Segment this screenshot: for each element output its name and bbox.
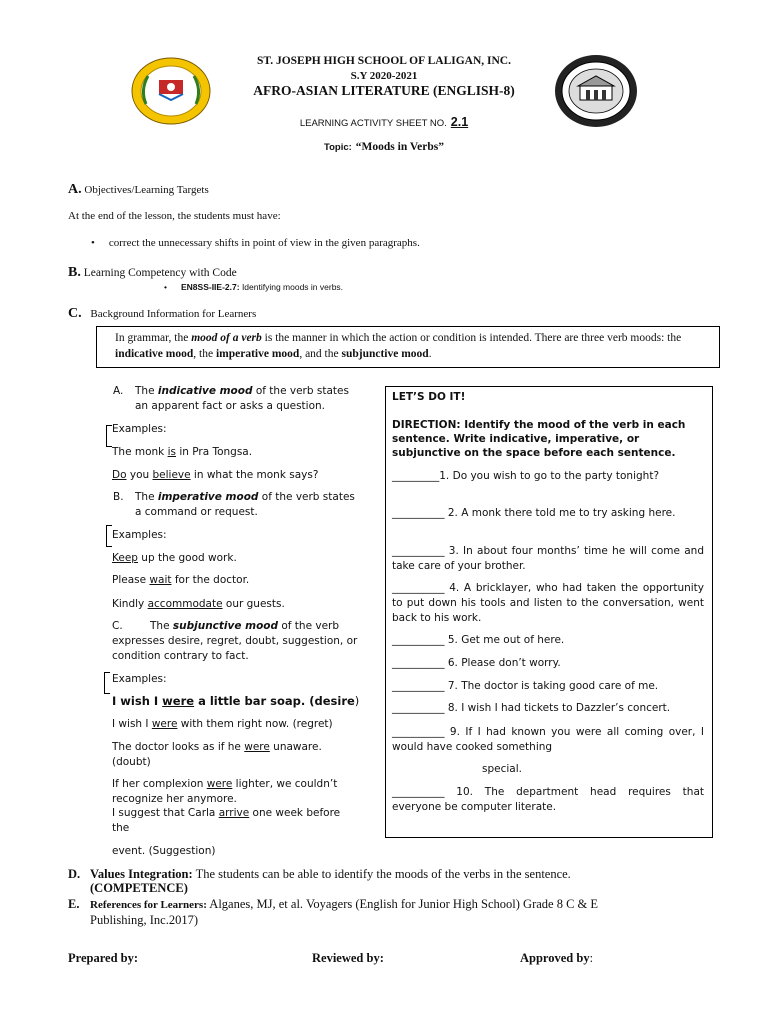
section-d bbox=[68, 867, 571, 882]
example-verb: were bbox=[162, 694, 195, 708]
mood-letter: C. bbox=[112, 620, 123, 632]
example-text: up the good work. bbox=[137, 552, 237, 564]
imperative-example-3 bbox=[112, 598, 285, 610]
sheet-label: LEARNING ACTIVITY SHEET NO. bbox=[299, 118, 447, 129]
indicative-example-2 bbox=[112, 469, 318, 481]
example-text: one week before bbox=[249, 807, 341, 819]
section-e-label: References for Learners: bbox=[90, 899, 207, 911]
sheet-number: 2.1 bbox=[450, 115, 469, 129]
section-d-label: Values Integration: bbox=[90, 867, 193, 881]
subjunctive-example-4-line2: recognize her anymore. bbox=[112, 793, 237, 805]
example-text: Kindly bbox=[112, 598, 148, 610]
example-text: lighter, we couldn’t bbox=[232, 778, 338, 790]
indicative-heading bbox=[113, 385, 349, 397]
example-verb: wait bbox=[149, 574, 172, 586]
indicative-line2: an apparent fact or asks a question. bbox=[135, 400, 325, 412]
box-term-imperative: imperative mood bbox=[215, 348, 300, 360]
section-b-heading bbox=[68, 265, 237, 281]
subjunctive-heading bbox=[112, 620, 339, 632]
example-verb: arrive bbox=[218, 807, 250, 819]
box-text: is the manner in which the action or condition is intended. There are three verb moods: the bbox=[261, 332, 682, 344]
section-b-title: Learning Competency with Code bbox=[83, 267, 237, 279]
imperative-term: imperative mood bbox=[157, 491, 259, 503]
bullet-dot-icon: • bbox=[91, 237, 95, 249]
indicative-examples-label: Examples: bbox=[112, 423, 167, 435]
box-text: . bbox=[428, 348, 432, 360]
subjunctive-line3: condition contrary to fact. bbox=[112, 650, 249, 662]
topic-value: “Moods in Verbs” bbox=[355, 141, 444, 153]
section-b-code-line bbox=[164, 282, 343, 292]
subjunctive-example-5 bbox=[112, 807, 340, 819]
example-text: with them right now. (regret) bbox=[177, 718, 333, 730]
example-verb: believe bbox=[152, 469, 191, 481]
examples-bracket bbox=[104, 672, 110, 694]
school-year: S.Y 2020-2021 bbox=[350, 70, 418, 82]
indicative-example-1 bbox=[112, 446, 252, 458]
subjunctive-examples-label: Examples: bbox=[112, 673, 167, 685]
example-text: a little bar soap. (desire bbox=[194, 694, 355, 708]
example-text: If her complexion bbox=[112, 778, 207, 790]
reviewed-by-label: Reviewed by: bbox=[312, 951, 384, 965]
activity-item-7: __________ 7. The doctor is taking good care of me. bbox=[392, 680, 659, 692]
mood-letter: B. bbox=[113, 491, 124, 503]
section-a-bullet bbox=[91, 237, 420, 249]
imperative-example-1 bbox=[112, 552, 237, 564]
mood-text: The bbox=[135, 385, 158, 397]
activity-direction: DIRECTION: Identify the mood of the verb in each sentence. Write indicative, imperative, or subjunctive on the space before each sentence. bbox=[392, 419, 686, 459]
example-text: ) bbox=[354, 694, 360, 708]
activity-item-6: __________ 6. Please don’t worry. bbox=[392, 657, 561, 669]
subjunctive-example-4 bbox=[112, 778, 337, 790]
section-a-letter: A. bbox=[68, 182, 82, 197]
activity-title: LET’S DO IT! bbox=[392, 391, 466, 403]
activity-item-10: __________ 10. The department head requires that everyone be computer literate. bbox=[392, 786, 704, 813]
subjunctive-line2: expresses desire, regret, doubt, suggestion, or bbox=[112, 635, 358, 647]
section-e-line2: Publishing, Inc.2017) bbox=[90, 913, 198, 927]
example-text: our guests. bbox=[222, 598, 285, 610]
imperative-examples-label: Examples: bbox=[112, 529, 167, 541]
subjunctive-term: subjunctive mood bbox=[172, 620, 279, 632]
section-d-line2: (COMPETENCE) bbox=[90, 881, 188, 895]
section-e-letter: E. bbox=[68, 897, 80, 911]
imperative-line2: a command or request. bbox=[135, 506, 258, 518]
section-a-intro: At the end of the lesson, the students must have: bbox=[68, 210, 281, 222]
school-name: ST. JOSEPH HIGH SCHOOL OF LALIGAN, INC. bbox=[256, 55, 511, 67]
section-d-letter: D. bbox=[68, 867, 81, 881]
sheet-number-line bbox=[0, 113, 768, 131]
section-a-heading bbox=[68, 182, 209, 198]
box-term-mood: mood of a verb bbox=[191, 332, 262, 344]
activity-item-5: __________ 5. Get me out of here. bbox=[392, 634, 565, 646]
example-verb: Keep bbox=[112, 552, 138, 564]
indicative-term: indicative mood bbox=[157, 385, 253, 397]
example-text: in Pra Tongsa. bbox=[175, 446, 253, 458]
subjunctive-example-5-line2: the bbox=[112, 822, 130, 834]
competency-text: Identifying moods in verbs. bbox=[241, 282, 344, 292]
subjunctive-example-5-line3: event. (Suggestion) bbox=[112, 845, 216, 857]
activity-item-3: __________ 3. In about four months’ time he will come and take care of your brother. bbox=[392, 545, 704, 572]
subjunctive-example-3-line2: (doubt) bbox=[112, 756, 151, 768]
section-d-text: The students can be able to identify the moods of the verbs in the sentence. bbox=[192, 867, 571, 881]
mood-text: of the verb bbox=[278, 620, 340, 632]
approved-by-label bbox=[520, 951, 593, 966]
mood-text: The bbox=[150, 620, 173, 632]
example-text: unaware. bbox=[269, 741, 322, 753]
activity-item-9: __________ 9. If I had known you were all coming over, I would have cooked something bbox=[392, 726, 704, 753]
section-b-letter: B. bbox=[68, 265, 81, 280]
prepared-by-label: Prepared by: bbox=[68, 951, 139, 965]
example-text: for the doctor. bbox=[171, 574, 250, 586]
topic-label: Topic: bbox=[324, 142, 352, 153]
example-text: I suggest that Carla bbox=[112, 807, 219, 819]
activity-item-9-continuation: special. bbox=[482, 763, 522, 775]
box-term-indicative: indicative mood bbox=[115, 348, 194, 360]
section-e-text: Alganes, MJ, et al. Voyagers (English for Junior High School) Grade 8 C & E bbox=[206, 897, 599, 911]
example-text: I wish I bbox=[112, 718, 152, 730]
mood-text: The bbox=[135, 491, 158, 503]
box-text: , and the bbox=[299, 348, 342, 360]
approved-by-colon: : bbox=[589, 951, 594, 965]
competency-code: EN8SS-IIE-2.7: bbox=[180, 282, 240, 292]
mood-text: of the verb states bbox=[258, 491, 355, 503]
example-text: in what the monk says? bbox=[190, 469, 319, 481]
activity-item-8: __________ 8. I wish I had tickets to Dazzler’s concert. bbox=[392, 702, 671, 714]
subjunctive-example-3 bbox=[112, 741, 322, 753]
mood-text: of the verb states bbox=[252, 385, 349, 397]
section-c-letter: C. bbox=[68, 306, 82, 321]
section-a-title: Objectives/Learning Targets bbox=[84, 184, 209, 196]
example-verb: Do bbox=[112, 469, 127, 481]
example-text: Please bbox=[112, 574, 150, 586]
section-c-heading bbox=[68, 306, 256, 322]
section-e bbox=[68, 897, 598, 912]
box-text: , the bbox=[193, 348, 216, 360]
example-verb: were bbox=[206, 778, 233, 790]
example-text: The doctor looks as if he bbox=[112, 741, 245, 753]
imperative-heading bbox=[113, 491, 355, 503]
example-verb: were bbox=[151, 718, 178, 730]
activity-item-4: __________ 4. A bricklayer, who had taken the opportunity to put down his tools and listen to the conversation, went back to his work. bbox=[392, 582, 704, 624]
example-text: The monk bbox=[112, 446, 168, 458]
imperative-example-2 bbox=[112, 574, 249, 586]
approved-by-text: Approved by bbox=[520, 951, 590, 965]
box-term-subjunctive: subjunctive mood bbox=[341, 348, 429, 360]
example-verb: is bbox=[167, 446, 176, 458]
bullet-dot-icon: • bbox=[164, 282, 167, 292]
example-verb: accommodate bbox=[147, 598, 223, 610]
example-text: you bbox=[126, 469, 153, 481]
subjunctive-example-2 bbox=[112, 718, 333, 730]
section-a-bullet-text: correct the unnecessary shifts in point of view in the given paragraphs. bbox=[108, 237, 420, 249]
mood-letter: A. bbox=[113, 385, 124, 397]
activity-item-2: __________ 2. A monk there told me to try asking here. bbox=[392, 507, 676, 519]
activity-item-1: _________1. Do you wish to go to the party tonight? bbox=[392, 470, 660, 482]
section-c-title: Background Information for Learners bbox=[90, 308, 257, 320]
subject-title: AFRO-ASIAN LITERATURE (ENGLISH-8) bbox=[253, 83, 515, 98]
example-verb: were bbox=[244, 741, 270, 753]
subjunctive-example-1 bbox=[112, 694, 359, 708]
topic-line bbox=[0, 137, 768, 155]
example-text: I wish I bbox=[112, 694, 163, 708]
background-info-box bbox=[96, 326, 720, 368]
box-text: In grammar, the bbox=[115, 332, 192, 344]
